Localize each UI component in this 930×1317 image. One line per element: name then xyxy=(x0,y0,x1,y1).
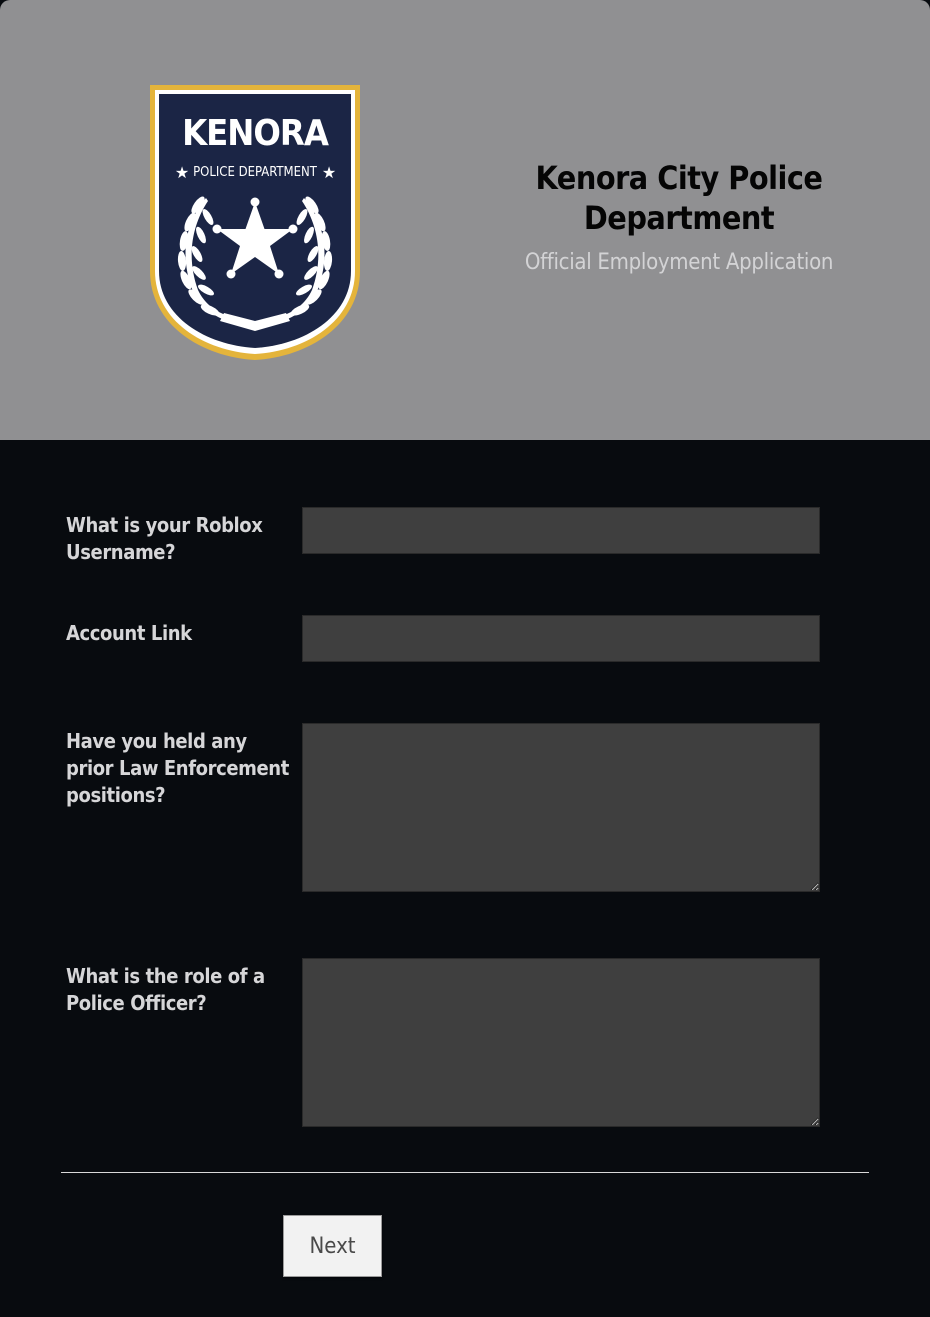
prior-law-enforcement-label: Have you held any prior Law Enforcement positions? xyxy=(66,729,289,807)
page-header xyxy=(0,0,930,440)
account-link-label: Account Link xyxy=(66,621,192,645)
badge-band-text: POLICE DEPARTMENT xyxy=(193,165,317,180)
badge-title-text: KENORA xyxy=(182,113,328,154)
next-button[interactable]: Next xyxy=(283,1215,382,1277)
prior-law-enforcement-textarea[interactable] xyxy=(302,723,820,892)
roblox-username-input[interactable] xyxy=(302,507,820,554)
page-title: Kenora City Police Department xyxy=(535,159,823,237)
roblox-username-label: What is your Roblox Username? xyxy=(66,513,263,564)
police-officer-role-label: What is the role of a Police Officer? xyxy=(66,964,265,1015)
svg-text:★: ★ xyxy=(321,163,337,182)
form-divider xyxy=(61,1172,869,1173)
police-officer-role-textarea[interactable] xyxy=(302,958,820,1127)
police-badge-logo xyxy=(146,81,364,363)
account-link-input[interactable] xyxy=(302,615,820,662)
page-subtitle: Official Employment Application xyxy=(524,250,834,275)
svg-text:★: ★ xyxy=(174,163,190,182)
